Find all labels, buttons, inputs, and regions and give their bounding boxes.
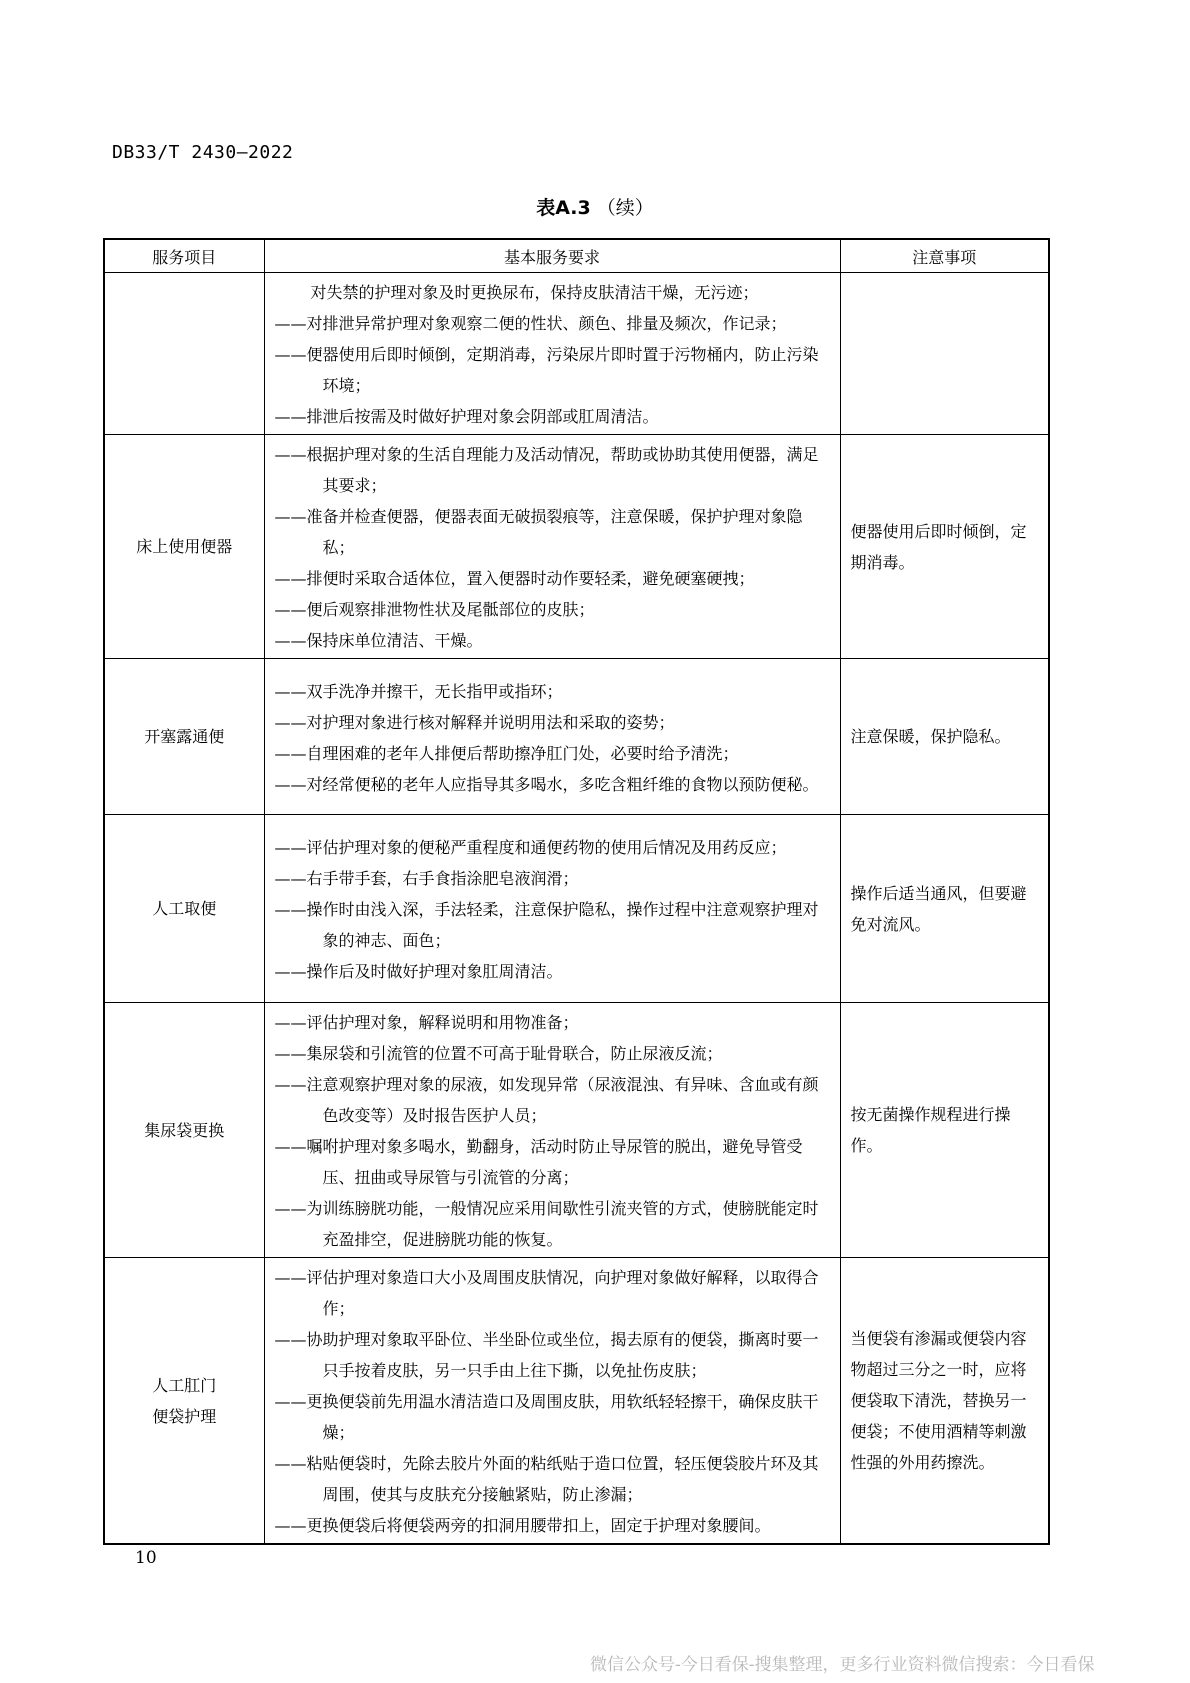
requirement-line: ——对排泄异常护理对象观察二便的性状、颜色、排量及频次，作记录； (274, 314, 787, 333)
requirement-line: ——自理困难的老年人排便后帮助擦净肛门处，必要时给予清洗； (274, 743, 739, 763)
table-row (104, 273, 1049, 435)
table-title (0, 193, 1190, 220)
service-item-cell (104, 1258, 264, 1545)
table-row (104, 1003, 1049, 1258)
requirements-cell (264, 659, 840, 815)
requirement-line: ——便器使用后即时倾倒，定期消毒，污染尿片即时置于污物桶内，防止污染环境； (274, 345, 819, 395)
note-cell: 便器使用后即时倾倒，定期消毒。 (840, 435, 1049, 659)
requirement-line: ——排便时采取合适体位，置入便器时动作要轻柔，避免硬塞硬拽； (274, 569, 755, 588)
requirement-line: ——对护理对象进行核对解释并说明用法和采取的姿势； (274, 712, 675, 732)
requirement-line: ——评估护理对象的便秘严重程度和通便药物的使用后情况及用药反应； (274, 838, 787, 857)
requirement-line: ——为训练膀胱功能，一般情况应采用间歇性引流夹管的方式，使膀胱能定时充盈排空，促进膀胱功能的恢复。 (274, 1199, 819, 1249)
requirement-line: ——双手洗净并擦干，无长指甲或指环； (274, 681, 563, 701)
service-item-cell: 人工取便 (104, 815, 264, 1003)
table-row (104, 815, 1049, 1003)
requirement-line: ——粘贴便袋时，先除去胶片外面的粘纸贴于造口位置，轻压便袋胶片环及其周围，使其与皮肤充分接触紧贴，防止渗漏； (274, 1454, 819, 1504)
requirements-cell (264, 1258, 840, 1545)
requirement-line: ——排泄后按需及时做好护理对象会阴部或肛周清洁。 (274, 407, 659, 426)
requirement-line: ——更换便袋前先用温水清洁造口及周围皮肤，用软纸轻轻擦干，确保皮肤干燥； (274, 1392, 819, 1442)
table-row (104, 659, 1049, 815)
service-item-cell (104, 273, 264, 435)
requirement-line: ——评估护理对象，解释说明和用物准备； (274, 1013, 579, 1032)
note-cell: 操作后适当通风，但要避免对流风。 (840, 815, 1049, 1003)
requirements-cell (264, 815, 840, 1003)
requirement-line: ——对经常便秘的老年人应指导其多喝水，多吃含粗纤维的食物以预防便秘。 (274, 774, 819, 794)
requirement-line: ——准备并检查便器，便器表面无破损裂痕等，注意保暖，保护护理对象隐私； (274, 507, 803, 557)
service-item-cell: 开塞露通便 (104, 659, 264, 815)
watermark-text: 微信公众号-今日看保-搜集整理，更多行业资料微信搜索：今日看保 (590, 1655, 1095, 1675)
header-notes: 注意事项 (840, 239, 1049, 273)
table-header-row (104, 239, 1049, 273)
note-cell (840, 273, 1049, 435)
requirement-line: ——保持床单位清洁、干燥。 (274, 631, 483, 650)
requirement-line: ——协助护理对象取平卧位、半坐卧位或坐位，揭去原有的便袋，撕离时要一只手按着皮肤，另一只手由上往下撕，以免扯伤皮肤； (274, 1330, 819, 1380)
requirement-line: ——操作时由浅入深，手法轻柔，注意保护隐私，操作过程中注意观察护理对象的神志、面色； (274, 900, 819, 950)
note-cell: 按无菌操作规程进行操作。 (840, 1003, 1049, 1258)
table-title-label: 表A.3 (536, 197, 591, 219)
header-service-item: 服务项目 (104, 239, 264, 273)
table-row (104, 435, 1049, 659)
requirement-line: ——根据护理对象的生活自理能力及活动情况，帮助或协助其使用便器，满足其要求； (274, 445, 819, 495)
header-basic-requirements: 基本服务要求 (264, 239, 840, 273)
requirement-line: ——嘱咐护理对象多喝水，勤翻身，活动时防止导尿管的脱出，避免导管受压、扭曲或导尿管与引流管的分离； (274, 1137, 803, 1187)
service-item-cell: 床上使用便器 (104, 435, 264, 659)
requirement-line: ——评估护理对象造口大小及周围皮肤情况，向护理对象做好解释，以取得合作； (274, 1268, 819, 1318)
table-row (104, 1258, 1049, 1545)
requirement-line: ——更换便袋后将便袋两旁的扣洞用腰带扣上，固定于护理对象腰间。 (274, 1516, 771, 1535)
requirements-cell (264, 435, 840, 659)
requirement-line: ——注意观察护理对象的尿液，如发现异常（尿液混浊、有异味、含血或有颜色改变等）及时报告医护人员； (274, 1075, 819, 1125)
requirement-line: ——便后观察排泄物性状及尾骶部位的皮肤； (274, 600, 595, 619)
requirement-line: ——操作后及时做好护理对象肛周清洁。 (274, 962, 563, 981)
service-item-line: 便袋护理 (152, 1406, 217, 1426)
service-item-cell: 集尿袋更换 (104, 1003, 264, 1258)
standard-code: DB33/T 2430—2022 (112, 142, 294, 163)
service-table (103, 238, 1050, 1545)
note-cell: 注意保暖，保护隐私。 (840, 659, 1049, 815)
note-cell: 当便袋有渗漏或便袋内容物超过三分之一时，应将便袋取下清洗，替换另一便袋；不使用酒精等刺激性强的外用药擦洗。 (840, 1258, 1049, 1545)
requirements-cell (264, 1003, 840, 1258)
page-number: 10 (135, 1548, 157, 1568)
service-item-line: 人工肛门 (152, 1375, 217, 1395)
requirements-cell (264, 273, 840, 435)
requirement-line: 对失禁的护理对象及时更换尿布，保持皮肤清洁干燥，无污迹； (310, 283, 759, 302)
requirement-line: ——集尿袋和引流管的位置不可高于耻骨联合，防止尿液反流； (274, 1044, 723, 1063)
requirement-line: ——右手带手套，右手食指涂肥皂液润滑； (274, 869, 579, 888)
table-title-suffix: （续） (596, 197, 654, 219)
